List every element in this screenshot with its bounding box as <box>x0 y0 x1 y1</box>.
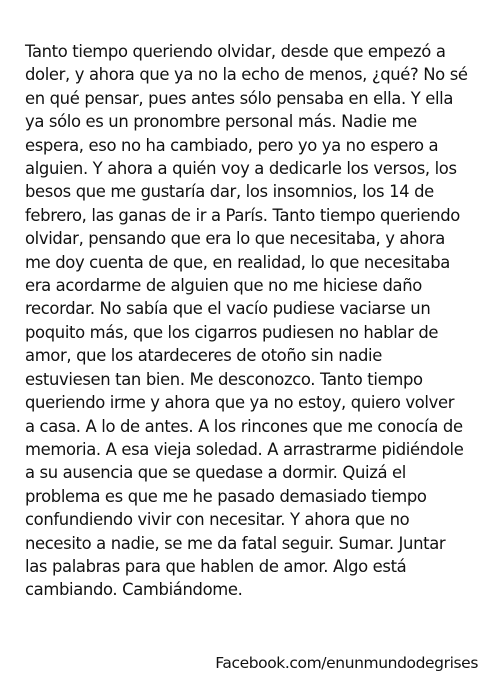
text-line: las palabras para que hablen de amor. Algo está <box>25 556 407 576</box>
text-line: espera, eso no ha cambiado, pero yo ya no espero a <box>25 135 439 155</box>
text-line: olvidar, pensando que era lo que necesitaba, y ahora <box>25 229 445 249</box>
text-line: a casa. A lo de antes. A los rincones que me conocía de <box>25 416 463 436</box>
text-line: alguien. Y ahora a quién voy a dedicarle los versos, los <box>25 159 457 179</box>
text-line: memoria. A esa vieja soledad. A arrastrarme pidiéndole <box>25 439 464 459</box>
text-line: a su ausencia que se quedase a dormir. Quizá el <box>25 463 406 483</box>
text-line: doler, y ahora que ya no la echo de menos, ¿qué? No sé <box>25 65 468 85</box>
text-line: me doy cuenta de que, en realidad, lo que necesitaba <box>25 252 450 272</box>
text-line: recordar. No sabía que el vacío pudiese vaciarse un <box>25 299 431 319</box>
text-line: besos que me gustaría dar, los insomnios, los 14 de <box>25 182 434 202</box>
text-line: problema es que me he pasado demasiado tiempo <box>25 486 427 506</box>
text-line: poquito más, que los cigarros pudiesen no hablar de <box>25 322 439 342</box>
text-line: ya sólo es un pronombre personal más. Nadie me <box>25 112 417 132</box>
text-line: Tanto tiempo queriendo olvidar, desde que empezó a <box>25 42 446 61</box>
text-line: estuviesen tan bien. Me desconozco. Tanto tiempo <box>25 369 423 389</box>
text-line: cambiando. Cambiándome. <box>25 580 243 600</box>
text-line: febrero, las ganas de ir a París. Tanto tiempo queriendo <box>25 205 460 225</box>
text-line: era acordarme de alguien que no me hiciese daño <box>25 276 422 296</box>
text-line: necesito a nadie, se me da fatal seguir. Sumar. Juntar <box>25 533 446 553</box>
facebook-credit: Facebook.com/enunmundodegrises <box>215 654 478 672</box>
text-line: amor, que los atardeceres de otoño sin nadie <box>25 346 382 366</box>
text-line: confundiendo vivir con necesitar. Y ahora que no <box>25 510 410 530</box>
text-line: queriendo irme y ahora que ya no estoy, quiero volver <box>25 393 455 413</box>
text-line: en qué pensar, pues antes sólo pensaba en ella. Y ella <box>25 88 454 108</box>
text-body <box>25 40 483 602</box>
